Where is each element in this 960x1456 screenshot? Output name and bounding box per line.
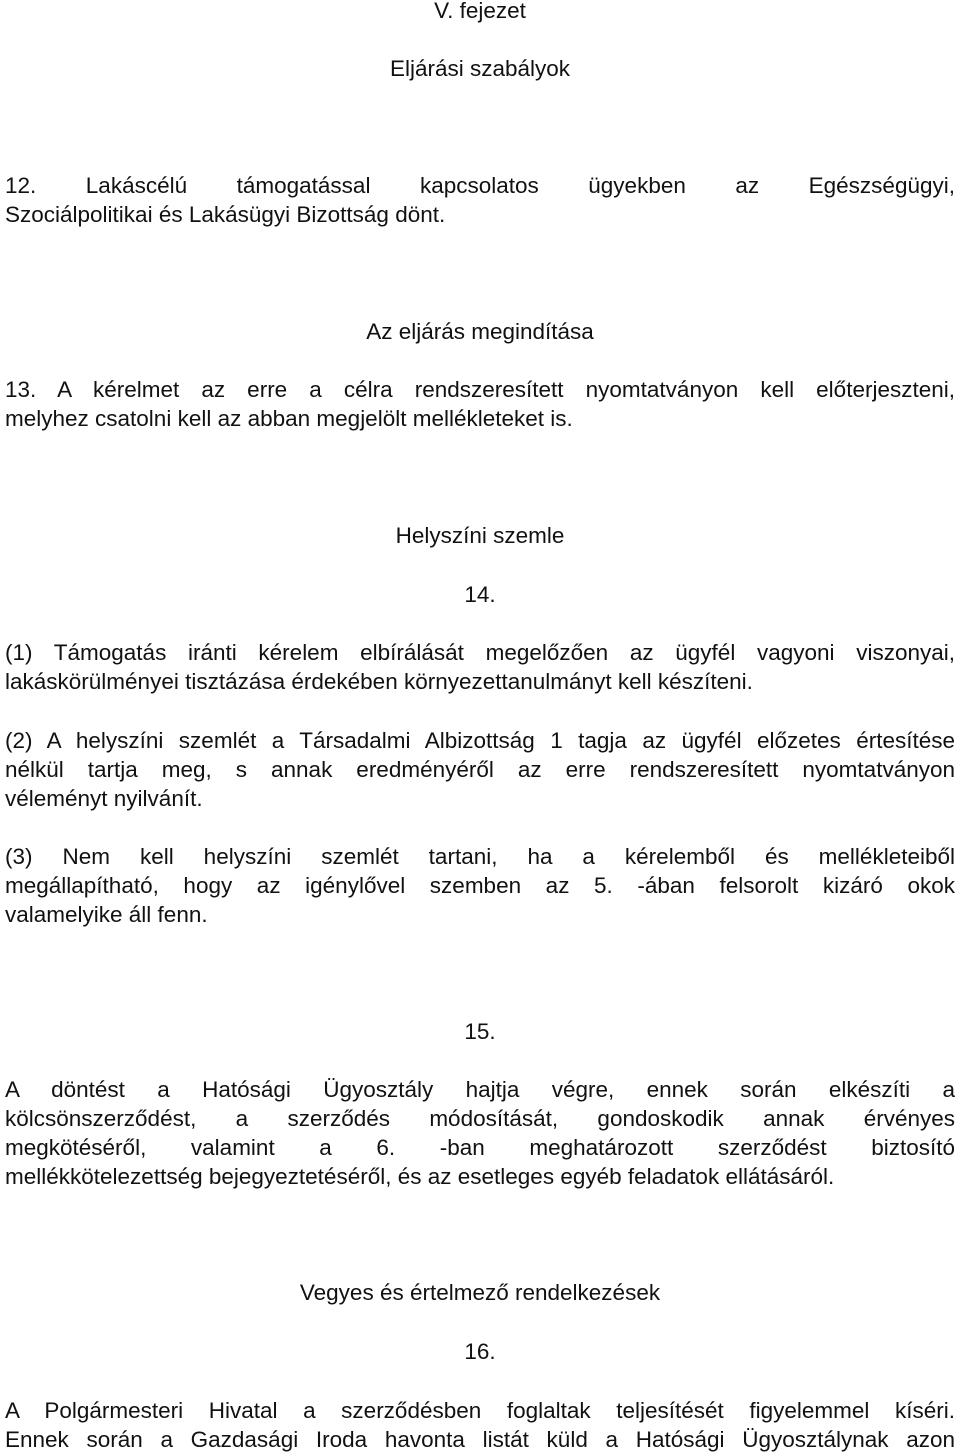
section-15-line-3: megkötéséről, valamint a 6. -ban meghatározott szerződést biztosító xyxy=(5,1135,955,1160)
section-14-p3-line-1: (3) Nem kell helyszíni szemlét tartani, ha a kérelemből és mellékleteiből xyxy=(5,844,955,869)
heading-procedure-start: Az eljárás megindítása xyxy=(366,319,594,344)
section-14-number: 14. xyxy=(464,582,496,607)
section-14-p2-line-1: (2) A helyszíni szemlét a Társadalmi Albizottság 1 tagja az ügyfél előzetes értesítése xyxy=(5,728,955,753)
section-15-number: 15. xyxy=(464,1019,496,1044)
section-15 xyxy=(5,1075,955,1191)
section-12 xyxy=(5,171,955,229)
section-13-line-1: 13. A kérelmet az erre a célra rendszeresített nyomtatványon kell előterjeszteni, xyxy=(5,377,955,402)
section-14-paragraph-2 xyxy=(5,726,955,813)
chapter-number: V. fejezet xyxy=(434,0,526,23)
section-16-line-1: A Polgármesteri Hivatal a szerződésben foglaltak teljesítését figyelemmel kíséri. xyxy=(5,1398,955,1423)
section-15-line-1: A döntést a Hatósági Ügyosztály hajtja végre, ennek során elkészíti a xyxy=(5,1077,955,1102)
section-16-number: 16. xyxy=(464,1339,496,1364)
section-13 xyxy=(5,375,955,433)
section-15-line-2: kölcsönszerződést, a szerződés módosítását, gondoskodik annak érvényes xyxy=(5,1106,955,1131)
section-16 xyxy=(5,1396,955,1454)
section-14-p1-line-1: (1) Támogatás iránti kérelem elbírálását megelőzően az ügyfél vagyoni viszonyai, xyxy=(5,640,955,665)
heading-site-inspection: Helyszíni szemle xyxy=(395,523,565,548)
chapter-title: Eljárási szabályok xyxy=(389,56,571,81)
section-12-line-2: Szociálpolitikai és Lakásügyi Bizottság dönt. xyxy=(5,202,446,227)
section-14-p3-line-3: valamelyike áll fenn. xyxy=(5,902,208,927)
section-14-paragraph-1 xyxy=(5,638,955,696)
heading-miscellaneous: Vegyes és értelmező rendelkezések xyxy=(299,1280,661,1305)
section-14-paragraph-3 xyxy=(5,842,955,929)
section-13-line-2: melyhez csatolni kell az abban megjelölt mellékleteket is. xyxy=(5,406,573,431)
section-15-line-4: mellékkötelezettség bejegyeztetéséről, és az esetleges egyéb feladatok ellátásáról. xyxy=(5,1164,835,1189)
section-16-line-2: Ennek során a Gazdasági Iroda havonta listát küld a Hatósági Ügyosztálynak azon xyxy=(5,1427,955,1452)
section-12-line-1: 12. Lakáscélú támogatással kapcsolatos ügyekben az Egészségügyi, xyxy=(5,173,955,198)
section-14-p2-line-3: véleményt nyilvánít. xyxy=(5,786,203,811)
section-14-p1-line-2: lakáskörülményei tisztázása érdekében környezettanulmányt kell készíteni. xyxy=(5,669,753,694)
section-14-p3-line-2: megállapítható, hogy az igénylővel szemben az 5. -ában felsorolt kizáró okok xyxy=(5,873,955,898)
section-14-p2-line-2: nélkül tartja meg, s annak eredményéről az erre rendszeresített nyomtatványon xyxy=(5,757,955,782)
